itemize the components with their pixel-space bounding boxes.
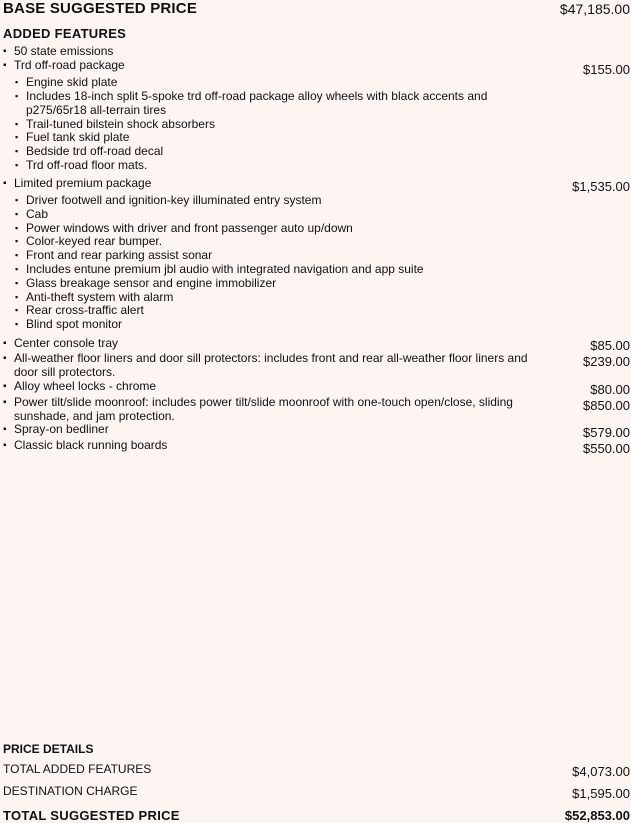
feature-price: $85.00 — [590, 338, 630, 353]
sub-feature-item — [15, 318, 506, 332]
feature-item — [3, 380, 544, 394]
sub-feature-item — [15, 263, 506, 277]
feature-label: Spray-on bedliner — [14, 422, 109, 436]
bullet-icon: ▪ — [15, 223, 19, 233]
destination-charge-value: $1,595.00 — [572, 786, 630, 801]
sub-feature-label: Anti-theft system with alarm — [26, 290, 174, 304]
sub-feature-label: Blind spot monitor — [26, 317, 123, 331]
feature-label: 50 state emissions — [14, 44, 114, 58]
feature-item — [3, 423, 544, 437]
total-suggested-price-label: TOTAL SUGGESTED PRICE — [3, 808, 180, 823]
sub-feature-item — [15, 194, 506, 208]
feature-item — [3, 45, 544, 59]
sub-feature-label: Includes entune premium jbl audio with integrated navigation and app suite — [26, 262, 424, 276]
feature-item — [3, 439, 544, 453]
sub-feature-label: Driver footwell and ignition-key illuminated entry system — [26, 193, 322, 207]
sub-feature-label: Trail-tuned bilstein shock absorbers — [26, 117, 215, 131]
price-details-heading: PRICE DETAILS — [3, 742, 94, 756]
feature-item — [3, 396, 544, 423]
bullet-icon: ▪ — [3, 381, 7, 392]
bullet-icon: ▪ — [15, 132, 19, 142]
bullet-icon: ▪ — [15, 236, 19, 246]
bullet-icon: ▪ — [3, 178, 7, 189]
sub-feature-label: Power windows with driver and front passenger auto up/down — [26, 221, 353, 235]
destination-charge-label: DESTINATION CHARGE — [3, 784, 138, 798]
bullet-icon: ▪ — [15, 305, 19, 315]
sub-feature-label: Front and rear parking assist sonar — [26, 248, 213, 262]
feature-item — [3, 59, 544, 73]
sub-feature-label: Bedside trd off-road decal — [26, 144, 164, 158]
bullet-icon: ▪ — [15, 195, 19, 205]
sub-feature-item — [15, 145, 506, 159]
feature-item — [3, 352, 544, 379]
feature-label: Trd off-road package — [14, 58, 125, 72]
feature-price: $80.00 — [590, 382, 630, 397]
added-features-heading: ADDED FEATURES — [3, 26, 127, 41]
base-price-label: BASE SUGGESTED PRICE — [3, 0, 198, 17]
sub-feature-label: Fuel tank skid plate — [26, 130, 130, 144]
feature-item — [3, 337, 544, 351]
bullet-icon: ▪ — [15, 319, 19, 329]
total-suggested-price-value: $52,853.00 — [564, 808, 630, 823]
bullet-icon: ▪ — [15, 278, 19, 288]
feature-label: Limited premium package — [14, 176, 152, 190]
feature-label: Classic black running boards — [14, 438, 168, 452]
bullet-icon: ▪ — [3, 46, 7, 57]
bullet-icon: ▪ — [15, 292, 19, 302]
sub-feature-label: Includes 18-inch split 5-spoke trd off-road package alloy wheels with black accents and p275/65r18 all-terrain tires — [26, 89, 488, 117]
feature-price: $579.00 — [583, 425, 630, 440]
bullet-icon: ▪ — [3, 424, 7, 435]
bullet-icon: ▪ — [3, 338, 7, 349]
sub-feature-item — [15, 277, 506, 291]
sub-feature-label: Color-keyed rear bumper. — [26, 234, 163, 248]
bullet-icon: ▪ — [3, 397, 7, 408]
feature-price: $1,535.00 — [572, 179, 630, 194]
bullet-icon: ▪ — [15, 209, 19, 219]
total-added-features-value: $4,073.00 — [572, 764, 630, 779]
feature-label: Power tilt/slide moonroof: includes power tilt/slide moonroof with one-touch open/close, sliding sunshade, and jam protection. — [14, 395, 513, 423]
feature-price: $850.00 — [583, 398, 630, 413]
sub-feature-item — [15, 76, 506, 90]
bullet-icon: ▪ — [15, 91, 19, 101]
feature-label: All-weather floor liners and door sill protectors: includes front and rear all-weather floor liners and door sill protectors. — [14, 351, 528, 379]
sub-feature-item — [15, 304, 506, 318]
sub-feature-label: Rear cross-traffic alert — [26, 303, 144, 317]
feature-price: $550.00 — [583, 441, 630, 456]
bullet-icon: ▪ — [15, 119, 19, 129]
bullet-icon: ▪ — [3, 353, 7, 364]
sub-feature-item — [15, 90, 506, 117]
bullet-icon: ▪ — [15, 77, 19, 87]
sub-feature-label: Glass breakage sensor and engine immobilizer — [26, 276, 277, 290]
bullet-icon: ▪ — [15, 160, 19, 170]
sub-feature-item — [15, 249, 506, 263]
sub-feature-item — [15, 235, 506, 249]
sub-feature-label: Trd off-road floor mats. — [26, 158, 148, 172]
base-price-value: $47,185.00 — [559, 1, 630, 17]
total-added-features-label: TOTAL ADDED FEATURES — [3, 762, 152, 776]
sub-feature-label: Engine skid plate — [26, 75, 118, 89]
feature-label: Center console tray — [14, 336, 119, 350]
bullet-icon: ▪ — [15, 146, 19, 156]
feature-price: $155.00 — [583, 62, 630, 77]
bullet-icon: ▪ — [15, 264, 19, 274]
feature-label: Alloy wheel locks - chrome — [14, 379, 157, 393]
bullet-icon: ▪ — [3, 60, 7, 71]
sub-feature-item — [15, 208, 506, 222]
sub-feature-item — [15, 131, 506, 145]
bullet-icon: ▪ — [15, 250, 19, 260]
sub-feature-label: Cab — [26, 207, 49, 221]
feature-item — [3, 177, 544, 191]
feature-price: $239.00 — [583, 354, 630, 369]
sub-feature-item — [15, 159, 506, 173]
bullet-icon: ▪ — [3, 440, 7, 451]
